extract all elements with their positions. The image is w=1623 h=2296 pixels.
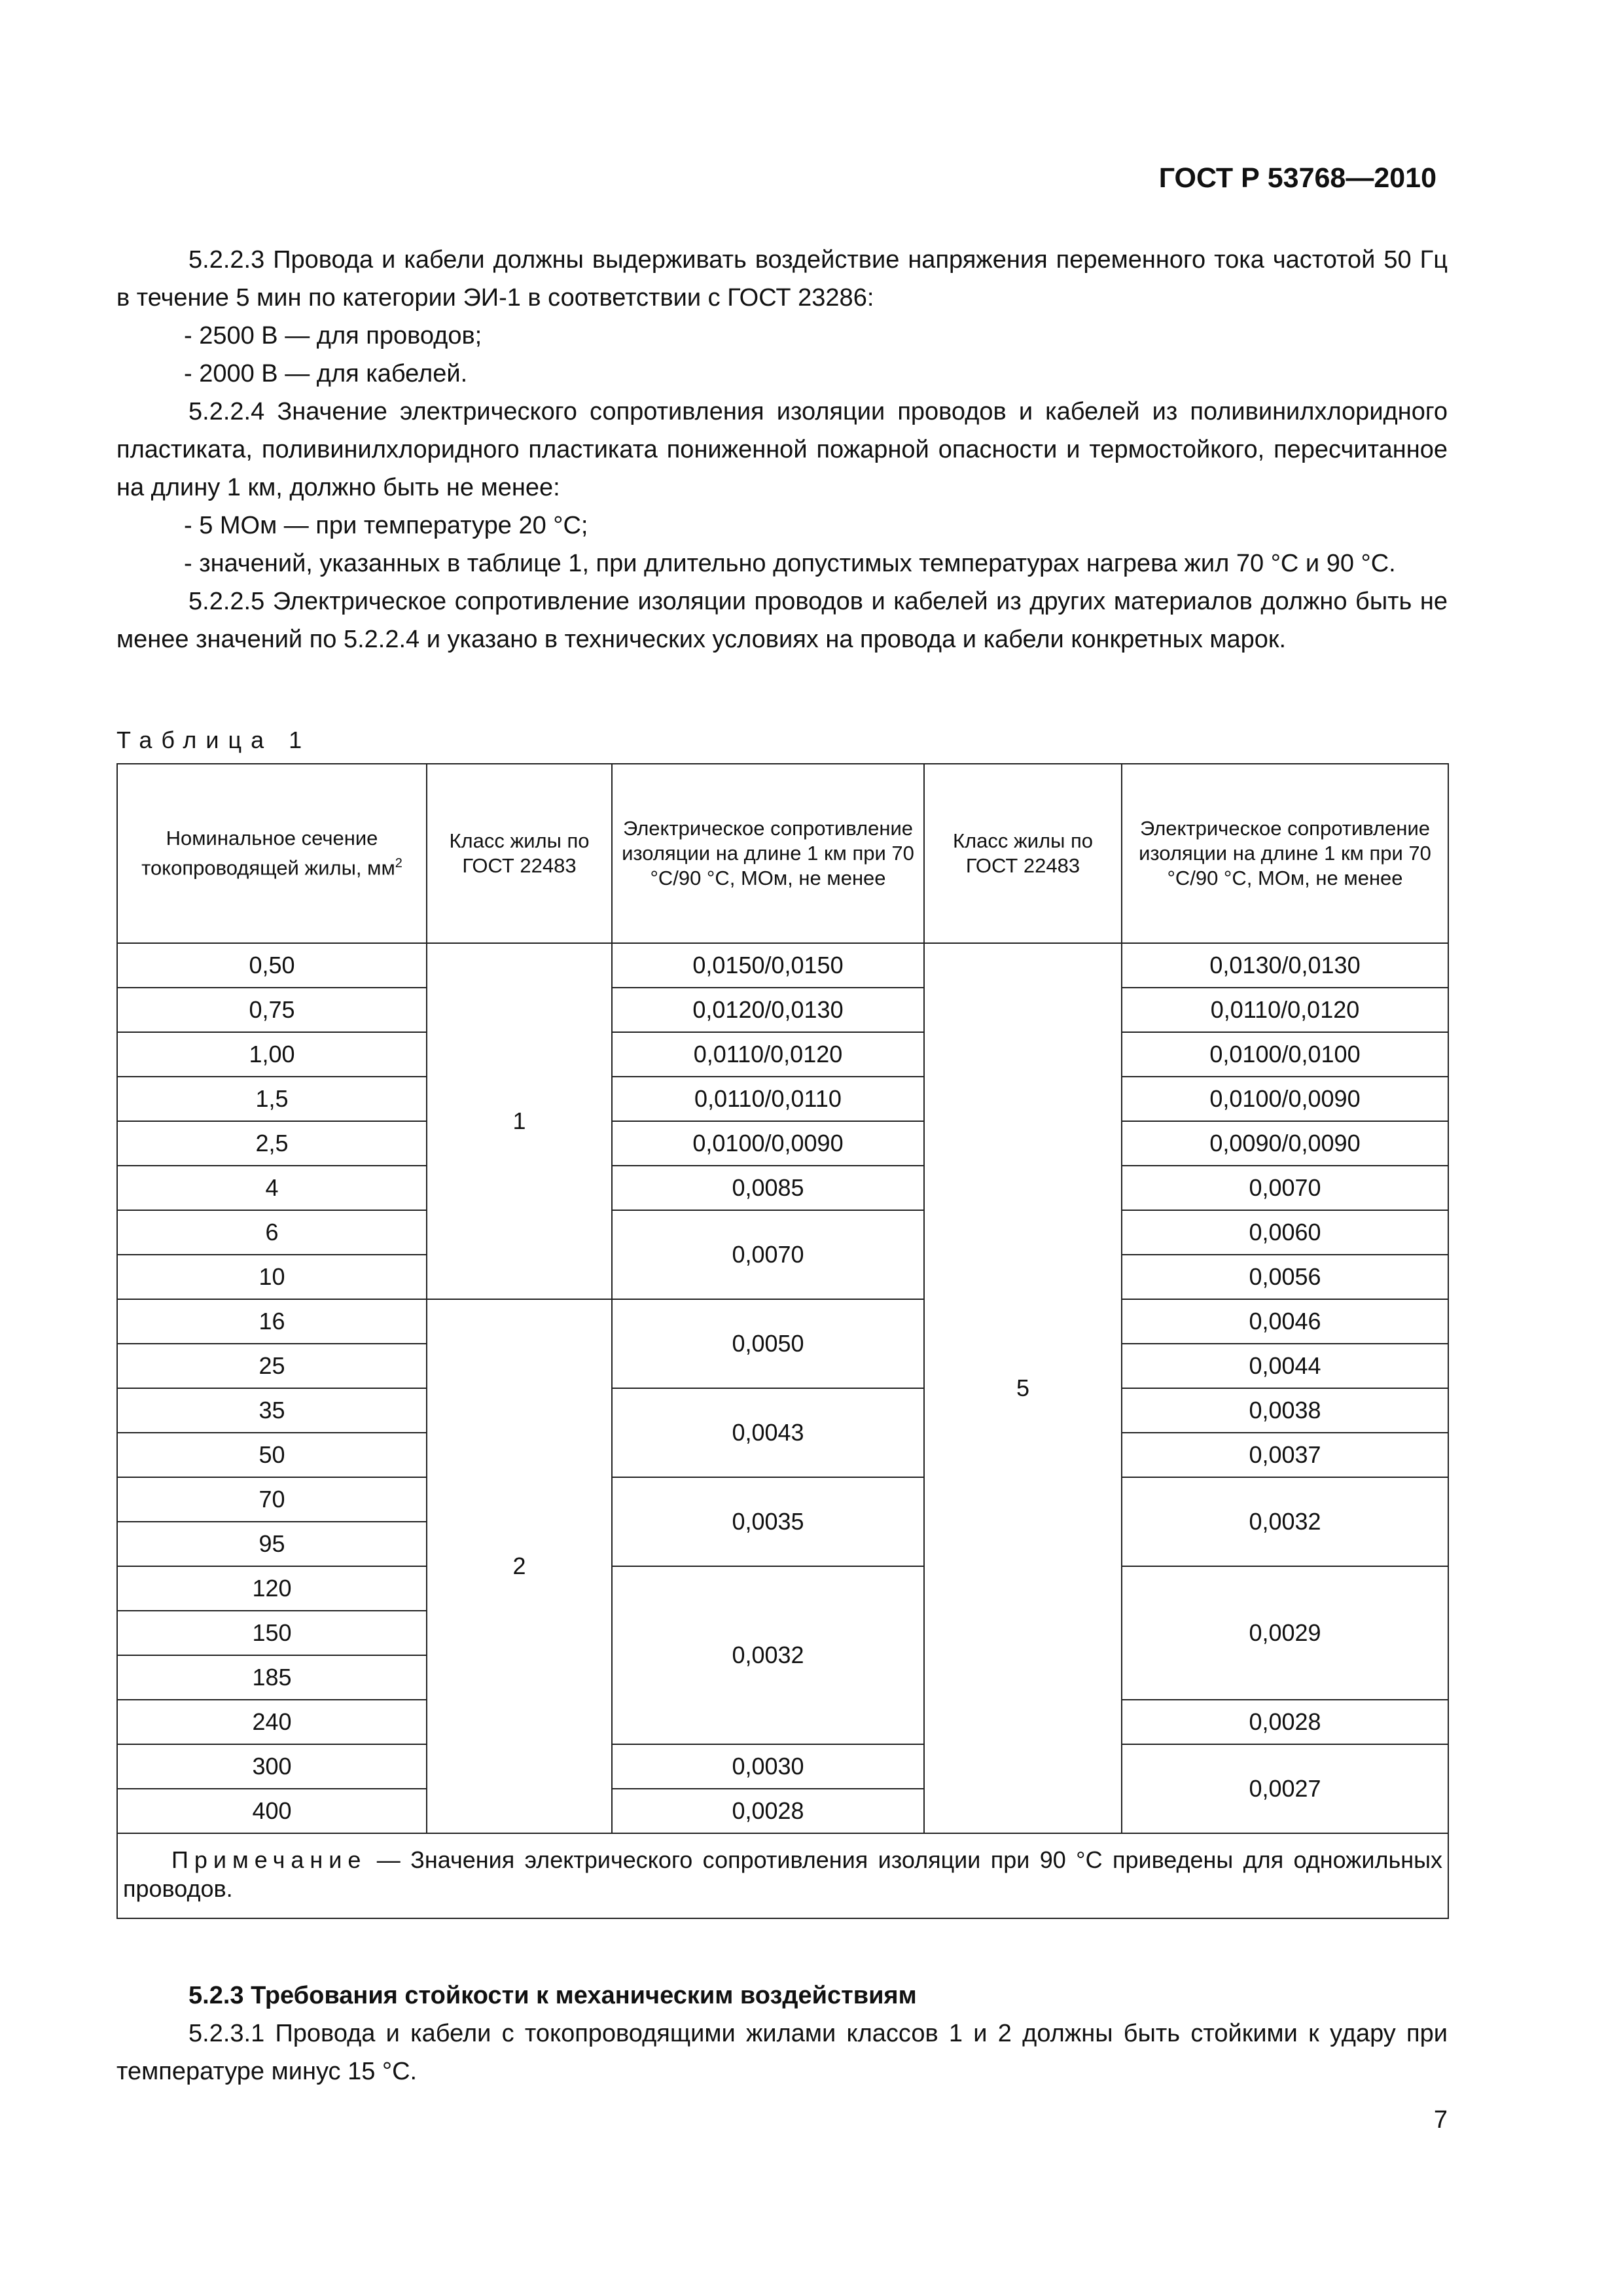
paragraph: 5.2.2.4 Значение электрического сопротивления изоляции проводов и кабелей из поливинилхлоридного пластиката, поливинилхлоридного пластиката пониженной пожарной опасности и термостойкого, пересчитанное на длину 1 км, должно быть не менее:: [116, 398, 1448, 501]
section-cell: 6: [117, 1210, 427, 1255]
resistance-cell: 0,0038: [1122, 1388, 1448, 1433]
section-cell: 10: [117, 1255, 427, 1299]
table-note: [117, 1833, 1448, 1918]
resistance-cell: 0,0150/0,0150: [612, 943, 924, 988]
table-row: [117, 943, 1448, 988]
section-cell: 300: [117, 1744, 427, 1789]
header-class-a: Класс жилы по ГОСТ 22483: [427, 764, 612, 943]
section-cell: 16: [117, 1299, 427, 1344]
resistance-cell: 0,0100/0,0090: [612, 1121, 924, 1166]
table-row: [117, 988, 1448, 1032]
resistance-cell: 0,0050: [612, 1299, 924, 1388]
table-row: [117, 1077, 1448, 1121]
resistance-cell: 0,0090/0,0090: [1122, 1121, 1448, 1166]
section-cell: 0,75: [117, 988, 427, 1032]
section-cell: 400: [117, 1789, 427, 1833]
table-row: [117, 1388, 1448, 1433]
paragraph: 5.2.3.1 Провода и кабели с токопроводящими жилами классов 1 и 2 должны быть стойкими к удару при температуре минус 15 °С.: [116, 2020, 1448, 2085]
table-row: [117, 1166, 1448, 1210]
section-cell: 4: [117, 1166, 427, 1210]
header-class-b: Класс жилы по ГОСТ 22483: [924, 764, 1122, 943]
resistance-cell: 0,0028: [612, 1789, 924, 1833]
document-id: ГОСТ Р 53768—2010: [1158, 162, 1436, 194]
note-label: Примечание: [171, 1846, 367, 1873]
resistance-cell: 0,0027: [1122, 1744, 1448, 1833]
resistance-cell: 0,0032: [1122, 1477, 1448, 1566]
resistance-cell: 0,0028: [1122, 1700, 1448, 1744]
table-row: [117, 1566, 1448, 1611]
resistance-cell: 0,0056: [1122, 1255, 1448, 1299]
section-cell: 240: [117, 1700, 427, 1744]
resistance-cell: 0,0100/0,0100: [1122, 1032, 1448, 1077]
table-note-row: [117, 1833, 1448, 1918]
resistance-cell: 0,0030: [612, 1744, 924, 1789]
resistance-cell: 0,0060: [1122, 1210, 1448, 1255]
class-cell: 5: [924, 943, 1122, 1833]
resistance-cell: 0,0044: [1122, 1344, 1448, 1388]
table-row: [117, 1032, 1448, 1077]
section-cell: 150: [117, 1611, 427, 1655]
section-cell: 70: [117, 1477, 427, 1522]
table-row: [117, 1477, 1448, 1522]
resistance-cell: 0,0100/0,0090: [1122, 1077, 1448, 1121]
class-cell: 2: [427, 1299, 612, 1833]
header-resistance-a: Электрическое сопротивление изоляции на длине 1 км при 70 °С/90 °С, МОм, не менее: [612, 764, 924, 943]
paragraph: 5.2.2.3 Провода и кабели должны выдерживать воздействие напряжения переменного тока частотой 50 Гц в течение 5 мин по категории ЭИ-1 в соответствии с ГОСТ 23286:: [116, 246, 1448, 312]
resistance-cell: 0,0029: [1122, 1566, 1448, 1700]
resistance-cell: 0,0085: [612, 1166, 924, 1210]
note-text: — Значения электрического сопротивления изоляции при 90 °С приведены для одножильных проводов.: [123, 1846, 1442, 1902]
section-cell: 1,00: [117, 1032, 427, 1077]
clause-text: [116, 241, 1448, 658]
section-cell: 50: [117, 1433, 427, 1477]
section-cell: 1,5: [117, 1077, 427, 1121]
resistance-cell: 0,0110/0,0110: [612, 1077, 924, 1121]
list-item: - 2000 В — для кабелей.: [184, 360, 468, 387]
resistance-cell: 0,0070: [1122, 1166, 1448, 1210]
resistance-cell: 0,0070: [612, 1210, 924, 1299]
resistance-cell: 0,0110/0,0120: [612, 1032, 924, 1077]
resistance-cell: 0,0130/0,0130: [1122, 943, 1448, 988]
section-cell: 0,50: [117, 943, 427, 988]
list-item: - значений, указанных в таблице 1, при длительно допустимых температурах нагрева жил 70 °С и 90 °С.: [184, 550, 1396, 577]
section-cell: 35: [117, 1388, 427, 1433]
header-resistance-b: Электрическое сопротивление изоляции на длине 1 км при 70 °С/90 °С, МОм, не менее: [1122, 764, 1448, 943]
resistance-cell: 0,0046: [1122, 1299, 1448, 1344]
list-item: - 2500 В — для проводов;: [184, 322, 482, 350]
paragraph: 5.2.2.5 Электрическое сопротивление изоляции проводов и кабелей из других материалов должно быть не менее значений по 5.2.2.4 и указано в технических условиях на провода и кабели конкретных марок.: [116, 588, 1448, 653]
resistance-cell: 0,0032: [612, 1566, 924, 1744]
clause-section: [116, 1977, 1448, 2090]
class-cell: 1: [427, 943, 612, 1299]
list-item: - 5 МОм — при температуре 20 °С;: [184, 512, 588, 539]
table-row: [117, 1744, 1448, 1789]
table-row: [117, 1210, 1448, 1255]
section-cell: 185: [117, 1655, 427, 1700]
table-row: [117, 1299, 1448, 1344]
resistance-cell: 0,0035: [612, 1477, 924, 1566]
resistance-table: [116, 763, 1449, 1919]
resistance-cell: 0,0037: [1122, 1433, 1448, 1477]
section-cell: 95: [117, 1522, 427, 1566]
resistance-cell: 0,0110/0,0120: [1122, 988, 1448, 1032]
table-caption: Таблица 1: [116, 726, 312, 753]
section-cell: 25: [117, 1344, 427, 1388]
table-row: [117, 1121, 1448, 1166]
section-cell: 2,5: [117, 1121, 427, 1166]
table-header-row: [117, 764, 1448, 943]
section-heading: 5.2.3 Требования стойкости к механическим воздействиям: [188, 1982, 917, 2009]
resistance-cell: 0,0120/0,0130: [612, 988, 924, 1032]
section-cell: 120: [117, 1566, 427, 1611]
page-number: 7: [1433, 2106, 1448, 2134]
resistance-cell: 0,0043: [612, 1388, 924, 1477]
header-section: Номинальное сечение токопроводящей жилы, $мм^2$: [117, 764, 427, 943]
